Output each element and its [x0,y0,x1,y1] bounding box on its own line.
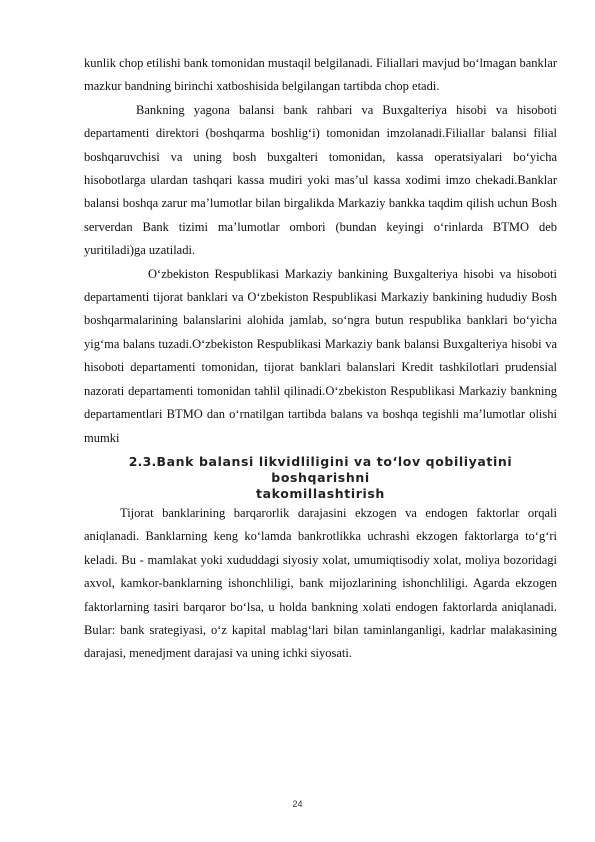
paragraph-balance-signing: Bankning yagona balansi bank rahbari va Buxgalteriya hisobi va hisoboti departamenti direktori (boshqarma boshlig‘i) tomonidan imzolanadi.Filiallar balansi filial boshqaruvchisi va uning bosh buxgalteri tomonidan, kassa operatsiyalari bo‘yicha hisobotlarga ulardan tashqari kassa mudiri yoki mas’ul kassa xodimi imzo chekadi.Banklar balansi boshqa zarur ma’lumotlar bilan birgalikda Markaziy bankka taqdim qilish uchun Bosh serverdan Bank tizimi ma’lumotlar ombori (bundan keyingi o‘rinlarda BTMO deb yuritiladi)ga uzatiladi. [84,102,557,258]
section-heading [84,454,557,502]
paragraph-central-bank-balance: O‘zbekiston Respublikasi Markaziy bankining Buxgalteriya hisobi va hisoboti departamenti tijorat banklari va O‘zbekiston Respublikasi Markaziy bankining hududiy Bosh boshqarmalarining balanslarini alohida jamlab, so‘ngra butun respublika banklari bo‘yicha yig‘ma balans tuzadi.O‘zbekiston Respublikasi Markaziy bank balansi Buxgalteriya hisobi va hisoboti departamenti tomonidan, tijorat banklari balanslari Kredit tashkilotlari prudensial nazorati departamenti tomonidan tahlil qilinadi.O‘zbekiston Respublikasi Markaziy bankning departamentlari BTMO dan o‘rnatilgan tartibda balans va boshqa tegishli ma’lumotlar olishi mumki [84,266,557,445]
paragraph-stability-factors: Tijorat banklarining barqarorlik darajasini ekzogen va endogen faktorlar orqali aniqlanadi. Banklarning keng ko‘lamda bankrotlikka uchrashi ekzogen faktorlarga to‘g‘ri keladi. Bu - mamlakat yoki xududdagi siyosiy xolat, umumiqtisodiy xolat, moliya bozoridagi axvol, kamkor-banklarning ishonchliligi, bank mijozlarining ishonchliligi. Agarda ekzogen faktorlarning tasiri barqaror bo‘lsa, u holda bankning xolati endogen faktorlarda aniqlanadi. Bular: bank srategiyasi, o‘z kapital mablag‘lari bilan taminlanganligi, kadrlar malakasining darajasi, menedjment darajasi va uning ichki siyosati. [84,505,557,661]
section-number: 2.3. [128,453,157,469]
section-title-line1: Bank balansi likvidliligini va to‘lov qobiliyatini boshqarishni [156,453,513,485]
paragraph-continuation: kunlik chop etilishi bank tomonidan mustaqil belgilanadi. Filiallari mavjud bo‘lmagan banklar mazkur bandning birinchi xatboshisida belgilangan tartibda chop etadi. [84,56,557,94]
document-page [84,52,557,666]
section-title-line2: takomillashtirish [256,485,385,501]
page-number: 24 [292,799,303,809]
